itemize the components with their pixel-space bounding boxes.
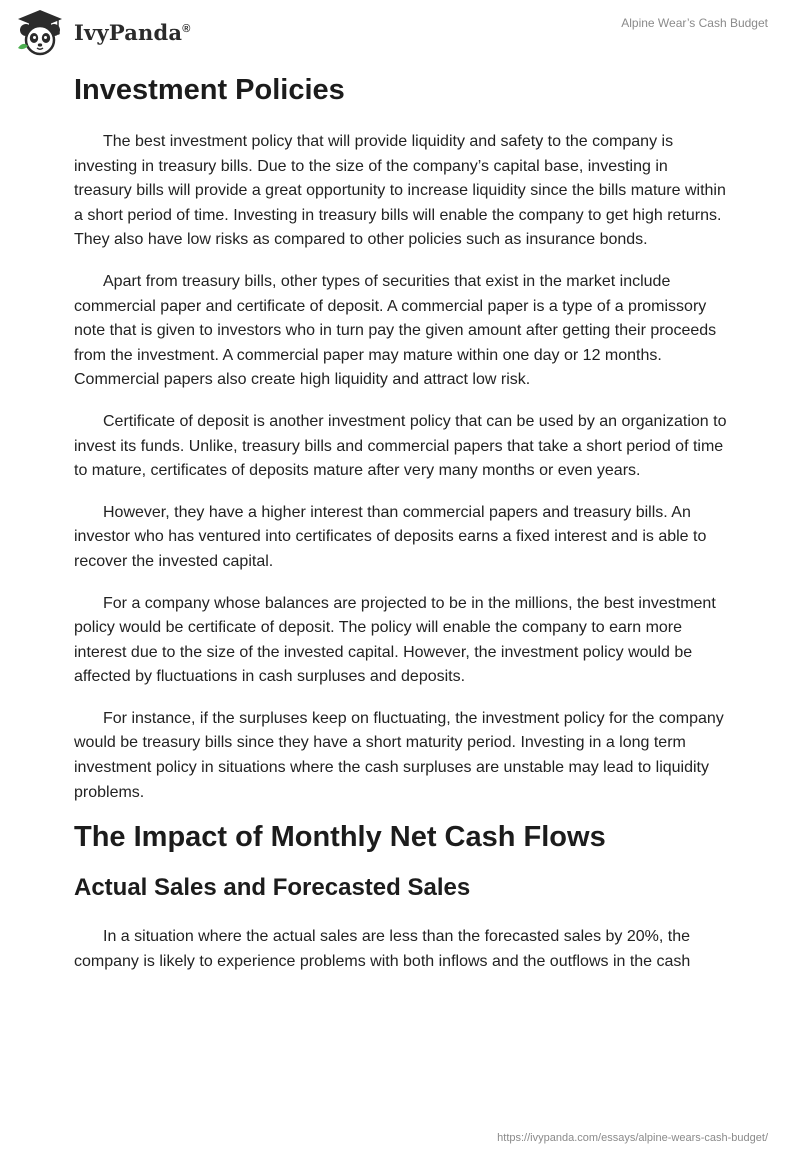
document-title: Alpine Wear’s Cash Budget	[621, 16, 768, 30]
page-header	[0, 0, 800, 64]
footer-source-url[interactable]: https://ivypanda.com/essays/alpine-wears-cash-budget/	[497, 1132, 768, 1144]
paragraph: For instance, if the surpluses keep on fluctuating, the investment policy for the company would be treasury bills since they have a short maturity period. Investing in a long term investment policy in situations where the cash surpluses are unstable may lead to liquidity problems.	[74, 709, 724, 801]
paragraph: Apart from treasury bills, other types of securities that exist in the market include commercial paper and certificate of deposit. A commercial paper is a type of a promissory note that is given to investors who in turn pay the given amount after getting their proceeds from the investment. A commercial paper may mature within one day or 12 months. Commercial papers also create high liquidity and attract low risk.	[74, 272, 717, 389]
subheading-actual-forecasted-sales: Actual Sales and Forecasted Sales	[74, 874, 471, 902]
paragraph: The best investment policy that will provide liquidity and safety to the company is investing in treasury bills. Due to the size of the company’s capital base, investing in treasury bills will provide a great opportunity to increase liquidity since the bills mature within a short period of time. Investing in treasury bills will enable the company to get high returns. They also have low risks as compared to other policies such as insurance bonds.	[74, 133, 726, 249]
panda-graduate-icon	[14, 8, 66, 56]
paragraph: Certificate of deposit is another investment policy that can be used by an organization to invest its funds. Unlike, treasury bills and commercial papers that take a short period of time to mature, certificates of deposits mature after very many months or even years.	[74, 412, 727, 480]
paragraph: For a company whose balances are projected to be in the millions, the best investment policy would be certificate of deposit. The policy will enable the company to earn more interest due to the size of the invested capital. However, the investment policy would be affected by fluctuations in cash surpluses and deposits.	[74, 594, 716, 686]
paragraph: However, they have a higher interest than commercial papers and treasury bills. An investor who has ventured into certificates of deposits earns a fixed interest and is able to recover the invested capital.	[74, 503, 707, 570]
essay-content	[74, 70, 728, 974]
paragraph: In a situation where the actual sales are less than the forecasted sales by 20%, the company is likely to experience problems with both inflows and the outflows in the cash	[74, 928, 691, 970]
logo-text: IvyPanda®	[74, 19, 191, 45]
site-logo[interactable]	[14, 8, 191, 56]
heading-monthly-net-cash-flows: The Impact of Monthly Net Cash Flows	[74, 821, 606, 854]
heading-investment-policies: Investment Policies	[74, 74, 345, 106]
